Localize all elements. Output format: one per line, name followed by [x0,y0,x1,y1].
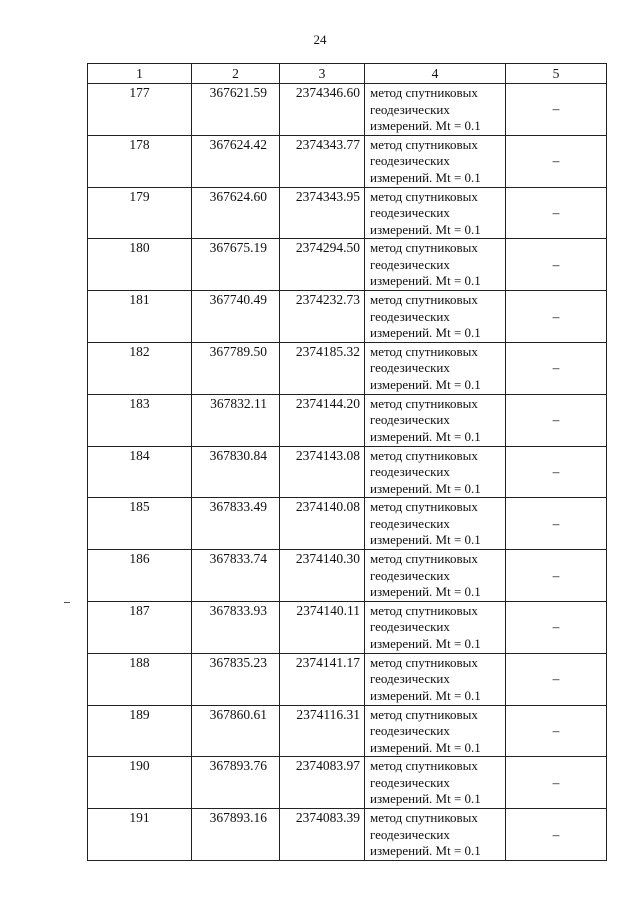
method-line: измерений. Mt = 0.1 [370,635,481,651]
method-cell [365,757,506,809]
table-row [88,446,607,498]
method-line: метод спутниковых [370,551,478,567]
note-cell [506,84,607,136]
method-line: измерений. Mt = 0.1 [370,221,481,237]
method-line: метод спутниковых [370,136,478,152]
x-coordinate-cell: 367675.19 [192,239,280,291]
y-coordinate-cell: 2374143.08 [280,446,365,498]
point-number-cell: 179 [88,187,192,239]
method-line: метод спутниковых [370,602,478,618]
header-cell-4: 4 [365,64,506,84]
method-line: измерений. Mt = 0.1 [370,687,481,703]
table-row [88,187,607,239]
point-number-cell: 181 [88,291,192,343]
method-line: измерений. Mt = 0.1 [370,584,481,600]
method-line: измерений. Mt = 0.1 [370,273,481,289]
y-coordinate-cell: 2374140.30 [280,550,365,602]
method-cell [365,394,506,446]
note-cell [506,342,607,394]
point-number-cell: 182 [88,342,192,394]
method-line: измерений. Mt = 0.1 [370,480,481,496]
method-cell [365,135,506,187]
x-coordinate-cell: 367833.49 [192,498,280,550]
method-line: геодезических [370,153,450,169]
method-line: метод спутниковых [370,654,478,670]
coordinates-table [87,63,607,861]
note-cell [506,809,607,861]
method-line: геодезических [370,826,450,842]
note-cell [506,135,607,187]
table-row [88,291,607,343]
note-cell [506,757,607,809]
method-cell [365,809,506,861]
method-line: метод спутниковых [370,292,478,308]
y-coordinate-cell: 2374083.97 [280,757,365,809]
method-line: метод спутниковых [370,499,478,515]
note-dash: – [552,774,560,790]
note-cell [506,601,607,653]
note-cell [506,394,607,446]
y-coordinate-cell: 2374144.20 [280,394,365,446]
method-cell [365,653,506,705]
note-dash: – [552,412,560,428]
method-line: геодезических [370,101,450,117]
method-line: измерений. Mt = 0.1 [370,532,481,548]
y-coordinate-cell: 2374294.50 [280,239,365,291]
point-number-cell: 187 [88,601,192,653]
method-cell [365,601,506,653]
table-row [88,84,607,136]
method-line: геодезических [370,412,450,428]
method-cell [365,342,506,394]
point-number-cell: 188 [88,653,192,705]
x-coordinate-cell: 367833.74 [192,550,280,602]
note-dash: – [552,826,560,842]
point-number-cell: 183 [88,394,192,446]
point-number-cell: 186 [88,550,192,602]
note-dash: – [552,256,560,272]
table-row [88,498,607,550]
point-number-cell: 185 [88,498,192,550]
method-line: измерений. Mt = 0.1 [370,325,481,341]
method-line: геодезических [370,619,450,635]
x-coordinate-cell: 367740.49 [192,291,280,343]
table-row [88,601,607,653]
x-coordinate-cell: 367832.11 [192,394,280,446]
x-coordinate-cell: 367835.23 [192,653,280,705]
note-dash: – [552,515,560,531]
y-coordinate-cell: 2374232.73 [280,291,365,343]
table-row [88,653,607,705]
note-cell [506,187,607,239]
method-line: измерений. Mt = 0.1 [370,376,481,392]
y-coordinate-cell: 2374346.60 [280,84,365,136]
x-coordinate-cell: 367789.50 [192,342,280,394]
note-dash: – [552,722,560,738]
page-number: 24 [313,32,327,47]
method-line: геодезических [370,723,450,739]
table-row [88,757,607,809]
note-cell [506,705,607,757]
table-row [88,394,607,446]
note-dash: – [552,153,560,169]
method-line: метод спутниковых [370,240,478,256]
margin-mark [64,602,70,603]
method-cell [365,498,506,550]
table-row [88,239,607,291]
y-coordinate-cell: 2374140.11 [280,601,365,653]
method-line: измерений. Mt = 0.1 [370,169,481,185]
note-dash: – [552,619,560,635]
method-line: геодезических [370,360,450,376]
y-coordinate-cell: 2374140.08 [280,498,365,550]
note-dash: – [552,567,560,583]
method-line: геодезических [370,567,450,583]
table-row [88,705,607,757]
note-cell [506,239,607,291]
y-coordinate-cell: 2374116.31 [280,705,365,757]
table-body [88,64,607,861]
method-cell [365,705,506,757]
point-number-cell: 189 [88,705,192,757]
method-cell [365,550,506,602]
point-number-cell: 177 [88,84,192,136]
method-line: геодезических [370,205,450,221]
method-line: метод спутниковых [370,758,478,774]
header-cell-2: 2 [192,64,280,84]
x-coordinate-cell: 367624.60 [192,187,280,239]
method-cell [365,187,506,239]
point-number-cell: 191 [88,809,192,861]
method-line: метод спутниковых [370,343,478,359]
note-dash: – [552,463,560,479]
table-header-row [88,64,607,84]
note-cell [506,498,607,550]
note-dash: – [552,360,560,376]
y-coordinate-cell: 2374083.39 [280,809,365,861]
method-line: метод спутниковых [370,85,478,100]
method-line: геодезических [370,256,450,272]
note-dash: – [552,101,560,117]
point-number-cell: 190 [88,757,192,809]
method-line: геодезических [370,774,450,790]
method-cell [365,239,506,291]
header-cell-3: 3 [280,64,365,84]
method-line: метод спутниковых [370,810,478,826]
method-line: геодезических [370,308,450,324]
x-coordinate-cell: 367624.42 [192,135,280,187]
header-cell-5: 5 [506,64,607,84]
method-line: измерений. Mt = 0.1 [370,118,481,133]
method-line: измерений. Mt = 0.1 [370,791,481,807]
method-line: измерений. Mt = 0.1 [370,739,481,755]
method-cell [365,446,506,498]
x-coordinate-cell: 367833.93 [192,601,280,653]
point-number-cell: 180 [88,239,192,291]
note-dash: – [552,308,560,324]
note-cell [506,550,607,602]
note-cell [506,291,607,343]
x-coordinate-cell: 367893.16 [192,809,280,861]
note-cell [506,446,607,498]
table-row [88,135,607,187]
method-cell [365,84,506,136]
y-coordinate-cell: 2374185.32 [280,342,365,394]
table-row [88,342,607,394]
method-line: геодезических [370,515,450,531]
x-coordinate-cell: 367860.61 [192,705,280,757]
method-line: измерений. Mt = 0.1 [370,843,481,859]
y-coordinate-cell: 2374141.17 [280,653,365,705]
x-coordinate-cell: 367621.59 [192,84,280,136]
point-number-cell: 184 [88,446,192,498]
header-cell-1: 1 [88,64,192,84]
x-coordinate-cell: 367830.84 [192,446,280,498]
y-coordinate-cell: 2374343.95 [280,187,365,239]
table-row [88,550,607,602]
method-line: геодезических [370,464,450,480]
method-line: метод спутниковых [370,706,478,722]
note-dash: – [552,204,560,220]
method-line: метод спутниковых [370,395,478,411]
method-line: метод спутниковых [370,447,478,463]
method-line: измерений. Mt = 0.1 [370,428,481,444]
method-line: геодезических [370,671,450,687]
point-number-cell: 178 [88,135,192,187]
y-coordinate-cell: 2374343.77 [280,135,365,187]
note-dash: – [552,671,560,687]
method-cell [365,291,506,343]
method-line: метод спутниковых [370,188,478,204]
x-coordinate-cell: 367893.76 [192,757,280,809]
table-row [88,809,607,861]
note-cell [506,653,607,705]
